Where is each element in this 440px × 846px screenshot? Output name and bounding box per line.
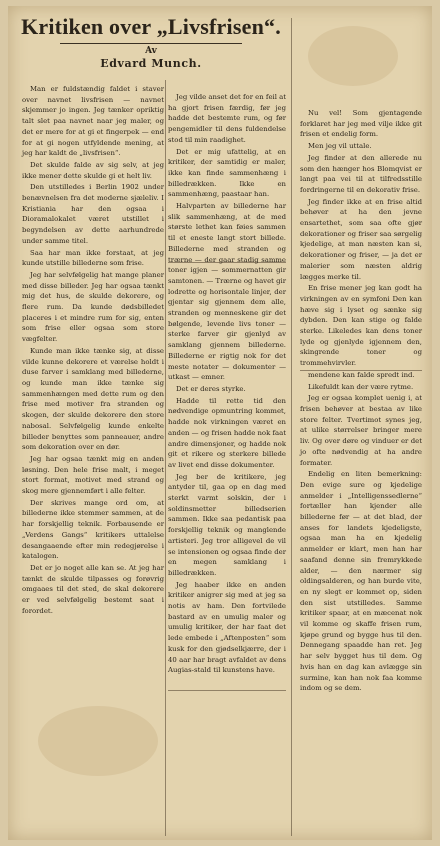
article-header [20, 14, 282, 71]
headline-rule [60, 43, 242, 44]
paragraph: Jeg finder ikke at en frise altid behøver at ha den jevne ensartethet, som saa ofte gjør dekorationer og friser saa sørgelig kjedelige, at man næsten kan si, dekorationer og friser, — ja det er malerier som næsten aldrig lægges merke til. [300, 197, 422, 281]
paragraph: Jeg haaber ikke en anden kritiker anigrer sig med at jeg sa notis av ham. Den fortvilede bastard av en umulig maler og umulig kritiker, der har faat det lede embede i „Aftenposten“ som kusk for den gjødselkjærre, der i 40 aar har bragt avfaldet av dens Augias-stald til kunstens have. [168, 580, 286, 675]
paragraph: Nu vel! Som gjentagende forklaret har jeg med vilje ikke git frisen et endelig form. [300, 109, 422, 139]
paragraph: Det er jo noget alle kan se. At jeg har tænkt de skulde tilpasses og forøvrig omgaaes til det sted, de skal dekorere er ved selvfølgelig bestemt saat i forordet. [22, 563, 164, 615]
paragraph: Jeg vilde anset det for en feil at ha gjort frisen færdig, før jeg hadde det bestemte rum, og før pengemidler til dens fuldendelse stod til min raadighet. [168, 93, 286, 144]
paragraph: Likefuldt kan der være rytme. [308, 382, 414, 391]
paragraph: Endelig en liten bemerkning: Den evige sure og kjedelige anmelder i „Intelligenssedlerne“ fortæller han kjender alle billederne før — at det blad, der anses for landets kjedeligste, ogsaa man ha en kjedelig anmelder er klart, men han har saafand denne sin fremrykkede alder, — den nærmer sig oldingsalderen, og han burde vite, en ny slegt er kommet op, siden den sist utstilledes. Samme kritiker spaar, at en mæcenat nok vil komme og skaffe frisen rum, kjøpe grund og bygge hus til den. Dennegang spaadde han ret. Jeg har selv bygget hus til dem. Og hvis han en dag kan avlægge sin surmine, kan han nok faa komme indom og se dem. [300, 470, 422, 693]
paragraph: Det er mig ufattelig, at en kritiker, der samtidig er maler, ikke kan finde sammenhæng i billedrækken. Ikke en sammenhæng, paastaar han. [168, 147, 286, 199]
byline-prefix: Av [145, 46, 157, 56]
column-divider [291, 18, 292, 836]
paragraph: Man er fuldstændig faldet i staver over navnet livsfrisen — navnet skjemmer jo ingen. Jeg tænker opriktig talt slet paa navnet naar jeg maler, og det er mere for at gi et fingerpek — end for at gi nogen utfyldende mening, at jeg har kaldt de „livsfrisen“. [22, 85, 164, 158]
paragraph: Der skrives mange ord om, at billederne ikke stemmer sammen, at de har forskjellig teknik. Forbausende er „Verdens Gangs“ kritikers uttalelse desangaaende efter min redegjørelse i katalogen. [22, 498, 164, 561]
paper-stain [308, 26, 398, 86]
headline: Kritiken over „Livsfrisen“. [21, 14, 281, 39]
paragraph: Jeg har selvfølgelig hat mange planer med disse billeder. Jeg har ogsaa tænkt mig det hus, de skulde dekorere, og flere rum. Da kunde dødsbilledet placeres i et mindre rum for sig, enten som frise eller ogsaa som store vægfelter. [22, 270, 164, 344]
paragraph: En frise mener jeg kan godt ha virkningen av en symfoni Den kan hæve sig i lyset og sænke sig dybden. Den kan stige og falde sterke. Likeledes kan dens toner lyde og gjenlyde igjennem den, skingrende toner og trommehvirvler. [300, 284, 422, 368]
paragraph: Det skulde falde av sig selv, at jeg ikke mener dette skulde gi et helt liv. [22, 160, 164, 180]
paragraph: Halvparten av billederne har slik sammenhæng, at de med største lethet kan føies sammen til et eneste langt stort billede. Billederne med stranden og trærne — der gaar stadig samme toner igjen — sommernatten gir samtonen. — Trærne og havet gir lodrette og horisontale linjer, der gjentar sig gjennem dem alle, stranden og menneskene gir det bølgende, levende livs toner — sterke farver gir gjenlyd av samklang gjennem billederne. Billederne er rigtig nok for det meste notater — dokumenter — utkast — emner. [168, 202, 287, 382]
byline-author: Edvard Munch. [100, 57, 202, 70]
paragraph: Kunde man ikke tænke sig, at disse vilde kunne dekorere et værelse holdt i duse farver i samklang med billederne, og kunde man ikke tænke sig sammenhængen med dette rum og den frise med motiver fra stranden og skogen, der skulde dekorere den store nabosal. Selvfølgelig kunde enkelte billeder benyttes som panneauer, andre som dekoration over en dør. [22, 346, 164, 452]
column-divider [165, 80, 166, 836]
text-column-2 [168, 92, 286, 676]
paragraph: Jeg har ogsaa tænkt mig en anden løsning. Den hele frise malt, i meget stort format, motivet med strand og skog mere gjennemført i alle felter. [22, 454, 164, 496]
paragraph: Det er deres styrke. [176, 384, 246, 393]
newspaper-clipping [8, 6, 432, 840]
paragraph: Jeg er ogsaa komplet uenig i, at frisen behøver at bestaa av like store felter. Tvertimot synes jeg, at ulike størrelser bringer mere liv. Og over døre og vinduer er det jo ofte nødvendig at ha andre formater. [300, 394, 422, 467]
paragraph: Saa har man ikke forstaat, at jeg kunde utstille billederne som frise. [22, 248, 164, 268]
text-column-3 [300, 108, 422, 694]
paragraph: Den utstilledes i Berlin 1902 under benævnelsen fra det moderne sjæleliv. I Kristiania har den ogsaa i Dioramalokalet været utstillet i begyndelsen av dette aarhundrede under samme titel. [22, 183, 164, 245]
paragraph: Jeg finder at den allerede nu som den hænger hos Blomqvist er langt paa vei til at tilfredsstille fordringerne til en dekorativ frise. [300, 153, 422, 194]
paragraph: Hadde til rette tid den nødvendige opmuntring kommet, hadde nok virkningen været en anden — og frisen hadde nok faat andre dimensjoner, og hadde nok git et rikere og sterkere billede av livet end disse dokumenter. [168, 396, 286, 469]
text-column-1 [22, 84, 164, 616]
paper-stain [38, 706, 158, 776]
section-rule [168, 690, 286, 691]
paragraph: mendene kan falde spredt ind. [308, 370, 415, 379]
paragraph: Jeg ber de kritikere, jeg antyder til, gaa op en dag med sterkt varmt solskin, der i soldinsmetter billedserien sammen. Ikke saa pedantisk paa forskjellig teknik og manglende artisteri. Jeg tror alligevel de vil se intensionen og ogsaa finde der en megen samklang i billedrækken. [168, 472, 286, 577]
paragraph: Men jeg vil uttale. [308, 142, 372, 151]
